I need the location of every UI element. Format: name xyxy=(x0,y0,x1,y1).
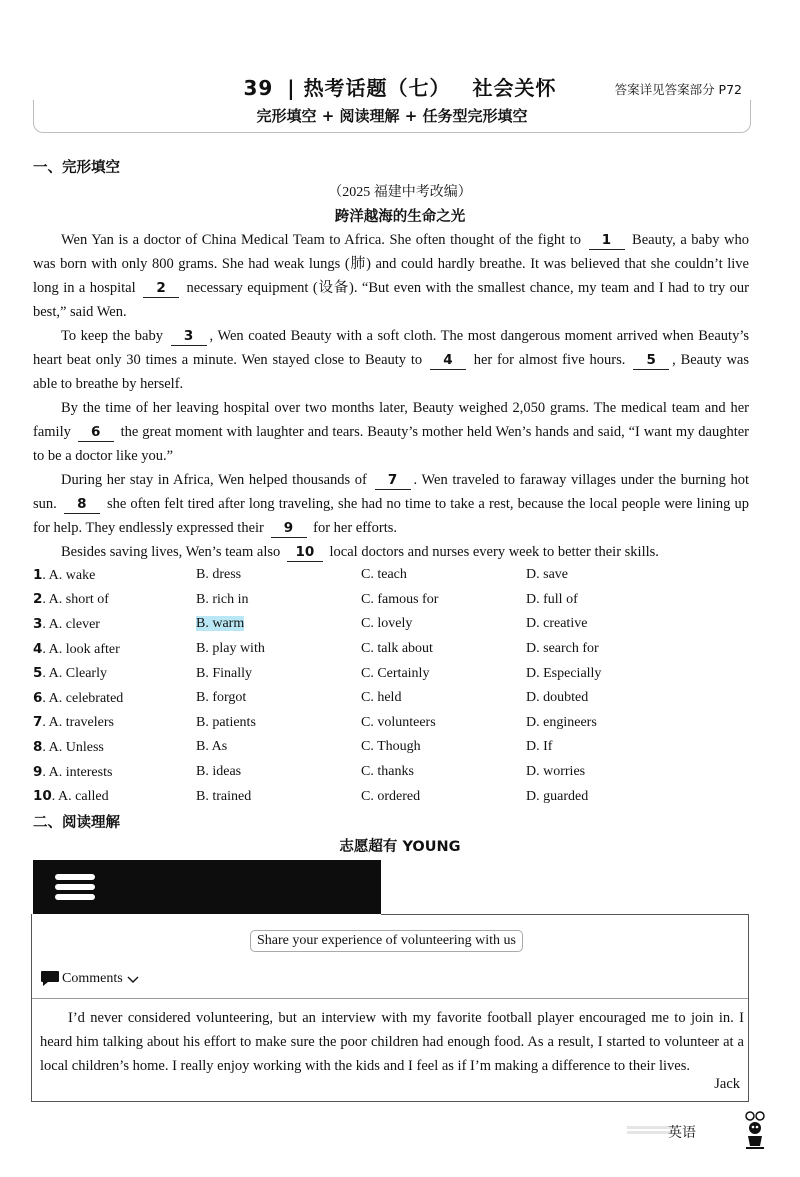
option-letter: D. xyxy=(526,690,544,706)
menu-icon[interactable] xyxy=(33,860,113,914)
option-text: called xyxy=(75,789,109,805)
option-text: thanks xyxy=(377,764,414,780)
passage-text: During her stay in Africa, Wen helped thousands of xyxy=(61,472,372,488)
footer-faint-text xyxy=(627,1124,673,1138)
passage-text: , Beauty was able to breathe by herself. xyxy=(33,352,749,392)
option-text: warm xyxy=(212,616,245,632)
passage-text: Wen Yan is a doctor of China Medical Team to Africa. She often thought of the fight to xyxy=(61,232,586,248)
option-text: worries xyxy=(543,764,586,780)
chevron-down-icon xyxy=(126,974,140,984)
option-letter: D. xyxy=(526,665,544,681)
footer-subject: 英语 xyxy=(668,1125,696,1141)
option-a[interactable]: 3. A. clever xyxy=(33,615,100,632)
option-letter: C. xyxy=(361,616,378,632)
passage-text: . Wen traveled to faraway villages under the burning hot sun. xyxy=(33,472,749,512)
title-separator: | xyxy=(287,76,296,100)
option-letter: D. xyxy=(526,567,544,583)
option-text: wake xyxy=(65,567,96,583)
option-text: rich in xyxy=(212,591,249,607)
comment-text: I’d never considered volunteering, but an interview with my favorite football player encouraged me to join in. I heard him talking about his effort to make sure the poor children had enough food. As a result, I started to volunteer at a local children’s home. I really enjoy working with the kids and I feel as if I’m making a difference to their lives. xyxy=(40,1010,744,1074)
option-text: guarded xyxy=(543,788,589,804)
question-number: 6 xyxy=(33,689,43,706)
question-number: 9 xyxy=(33,763,43,780)
option-text: engineers xyxy=(543,714,597,730)
option-text: look after xyxy=(65,641,120,657)
option-a[interactable]: 9. A. interests xyxy=(33,763,113,780)
option-b[interactable] xyxy=(196,789,361,805)
passage-text: Besides saving lives, Wen’s team also xyxy=(61,544,284,560)
option-d[interactable] xyxy=(526,715,749,731)
cloze-blank-10[interactable]: 10 xyxy=(287,544,323,562)
question-number: 8 xyxy=(33,738,43,755)
passage-text: local doctors and nurses every week to better their skills. xyxy=(325,544,659,560)
option-a[interactable]: 10. A. called xyxy=(33,788,109,805)
option-letter: D. xyxy=(526,714,544,730)
option-letter: D. xyxy=(526,591,544,607)
option-letter: A. xyxy=(48,666,66,682)
option-text: Especially xyxy=(543,665,602,681)
cloze-passage xyxy=(33,228,749,564)
option-letter: C. xyxy=(361,739,378,755)
option-letter: C. xyxy=(361,665,378,681)
section-1-heading: 一、完形填空 xyxy=(33,160,120,176)
option-letter: B. xyxy=(196,591,213,607)
subtitle: 完形填空 + 阅读理解 + 任务型完形填空 xyxy=(256,107,528,125)
post-banner xyxy=(33,860,381,914)
option-letter: B. xyxy=(196,567,213,583)
option-letter: D. xyxy=(526,616,544,632)
cloze-options xyxy=(33,563,749,809)
option-letter: C. xyxy=(361,690,378,706)
option-c[interactable] xyxy=(361,739,526,755)
option-a[interactable]: 2. A. short of xyxy=(33,591,109,608)
option-letter: C. xyxy=(361,788,378,804)
option-c[interactable] xyxy=(361,567,526,583)
cloze-blank-2[interactable]: 2 xyxy=(143,280,179,298)
cloze-blank-8[interactable]: 8 xyxy=(64,496,100,514)
option-text: short of xyxy=(65,592,109,608)
option-letter: B. xyxy=(196,641,213,657)
comments-label: Comments xyxy=(62,971,123,986)
passage-text: By the time of her leaving hospital over two months later, Beauty weighed 2,050 grams. The medical team and her family xyxy=(33,400,749,440)
passage-text: Beauty, a baby who was born with only 800 grams. She had weak lungs (肺) and could hardly breathe. It was believed that she couldn’t live long in a hospital xyxy=(33,232,749,296)
option-letter: A. xyxy=(48,715,66,731)
question-number: 4 xyxy=(33,640,43,657)
passage-text: , Wen coated Beauty with a soft cloth. The most dangerous moment arrived when Beauty’s heart beat only 30 times a minute. Wen stayed close to Beauty to xyxy=(33,328,749,368)
option-letter: B. xyxy=(196,764,213,780)
option-letter: A. xyxy=(58,789,76,805)
option-text: volunteers xyxy=(377,714,436,730)
option-text: ordered xyxy=(377,788,421,804)
passage-paragraph xyxy=(33,396,749,468)
option-d[interactable] xyxy=(526,641,749,657)
option-letter: A. xyxy=(48,567,66,583)
option-text: interests xyxy=(65,764,113,780)
option-letter: A. xyxy=(48,592,66,608)
option-text: doubted xyxy=(543,690,589,706)
option-letter: A. xyxy=(48,690,66,706)
lesson-topic: 热考话题（七） xyxy=(303,76,451,100)
option-letter: C. xyxy=(361,714,378,730)
share-prompt-button[interactable]: Share your experience of volunteering with us xyxy=(250,930,523,952)
option-d[interactable] xyxy=(526,616,749,632)
question-row xyxy=(33,735,749,760)
option-c[interactable] xyxy=(361,641,526,657)
lesson-number: 39 xyxy=(243,76,274,100)
option-text: play with xyxy=(212,641,265,657)
option-d[interactable] xyxy=(526,666,749,682)
option-letter: A. xyxy=(48,616,66,632)
question-row xyxy=(33,637,749,662)
option-letter: A. xyxy=(48,764,66,780)
option-text: Certainly xyxy=(377,665,430,681)
comment-bubble-icon xyxy=(40,970,60,988)
question-number: 2 xyxy=(33,591,43,608)
option-a[interactable]: 7. A. travelers xyxy=(33,714,114,731)
cloze-blank-6[interactable]: 6 xyxy=(78,424,114,442)
option-d[interactable] xyxy=(526,592,749,608)
option-b[interactable] xyxy=(196,641,361,657)
option-a[interactable]: 6. A. celebrated xyxy=(33,689,124,706)
option-text: lovely xyxy=(377,616,413,632)
option-b[interactable] xyxy=(196,567,361,583)
cloze-blank-1[interactable]: 1 xyxy=(589,232,625,250)
passage-paragraph xyxy=(33,468,749,540)
option-text: teach xyxy=(377,567,407,583)
passage-source: （2025 福建中考改编） xyxy=(328,185,472,200)
passage-title: 跨洋越海的生命之光 xyxy=(334,209,466,225)
cloze-blank-5[interactable]: 5 xyxy=(633,352,669,370)
option-text: Unless xyxy=(65,739,104,755)
option-a[interactable]: 8. A. Unless xyxy=(33,738,104,755)
option-d[interactable] xyxy=(526,567,749,583)
option-text: creative xyxy=(543,616,588,632)
cloze-blank-3[interactable]: 3 xyxy=(171,328,207,346)
passage-paragraph xyxy=(33,228,749,324)
option-d[interactable] xyxy=(526,690,749,706)
option-text: Finally xyxy=(212,665,253,681)
option-letter: B. xyxy=(196,788,213,804)
option-b[interactable] xyxy=(196,715,361,731)
option-c[interactable] xyxy=(361,764,526,780)
question-row xyxy=(33,661,749,686)
option-text: trained xyxy=(212,788,252,804)
option-text: dress xyxy=(212,567,242,583)
option-text: As xyxy=(211,739,228,755)
option-b[interactable] xyxy=(196,592,361,608)
option-letter: C. xyxy=(361,764,378,780)
question-number: 7 xyxy=(33,714,43,731)
question-row xyxy=(33,784,749,809)
question-row xyxy=(33,711,749,736)
option-letter: C. xyxy=(361,567,378,583)
option-c[interactable] xyxy=(361,616,526,632)
comment-author: Jack xyxy=(714,1076,740,1092)
option-a[interactable]: 1. A. wake xyxy=(33,566,96,583)
option-text: Though xyxy=(377,739,421,755)
question-number: 5 xyxy=(33,665,43,682)
option-text: celebrated xyxy=(65,690,124,706)
mascot-icon xyxy=(743,1110,767,1150)
reading-title: 志愿超有 YOUNG xyxy=(339,839,461,855)
option-letter: D. xyxy=(526,641,544,657)
passage-paragraph xyxy=(33,540,749,564)
question-row xyxy=(33,760,749,785)
option-text: Clearly xyxy=(65,666,107,682)
option-letter: B. xyxy=(196,690,213,706)
option-text: save xyxy=(543,567,569,583)
option-letter: B. xyxy=(196,714,213,730)
cloze-blank-7[interactable]: 7 xyxy=(375,472,411,490)
answer-reference: 答案详见答案部分 P72 xyxy=(614,82,742,97)
question-number: 3 xyxy=(33,615,43,632)
option-text: talk about xyxy=(377,641,433,657)
option-b[interactable] xyxy=(196,666,361,682)
passage-text: necessary equipment (设备). “But even with the smallest chance, my team and I had to try our best,” said Wen. xyxy=(33,280,749,320)
comments-toggle[interactable] xyxy=(40,970,140,988)
passage-text: the great moment with laughter and tears. Beauty’s mother held Wen’s hands and said, “I want my daughter to be a doctor like you.” xyxy=(33,424,749,464)
question-number: 10 xyxy=(33,788,52,805)
passage-text: her for almost five hours. xyxy=(468,352,631,368)
option-a[interactable]: 5. A. Clearly xyxy=(33,665,107,682)
option-text: famous for xyxy=(377,591,439,607)
option-letter: B. xyxy=(196,665,213,681)
option-b[interactable] xyxy=(196,739,361,755)
option-letter: D. xyxy=(526,788,544,804)
question-row xyxy=(33,588,749,613)
cloze-blank-4[interactable]: 4 xyxy=(430,352,466,370)
option-text: full of xyxy=(543,591,578,607)
cloze-blank-9[interactable]: 9 xyxy=(271,520,307,538)
highlighted-option xyxy=(196,616,244,631)
option-c[interactable] xyxy=(361,690,526,706)
option-letter: B. xyxy=(196,739,212,755)
option-text: search for xyxy=(543,641,599,657)
option-c[interactable] xyxy=(361,592,526,608)
option-text: travelers xyxy=(65,715,114,731)
option-text: If xyxy=(543,739,553,755)
option-text: clever xyxy=(65,616,100,632)
comment-body xyxy=(40,1006,744,1078)
passage-text: she often felt tired after long traveling, she had no time to take a rest, because the local people were lining up for help. They endlessly expressed their xyxy=(33,496,749,536)
option-letter: A. xyxy=(48,641,66,657)
option-letter: B. xyxy=(196,616,213,632)
subtitle-box xyxy=(33,100,751,133)
comment-card xyxy=(31,914,749,1102)
option-letter: A. xyxy=(48,739,66,755)
option-c[interactable] xyxy=(361,666,526,682)
passage-paragraph xyxy=(33,324,749,396)
option-d[interactable] xyxy=(526,739,749,755)
option-letter: D. xyxy=(526,764,544,780)
option-text: held xyxy=(377,690,402,706)
option-b[interactable] xyxy=(196,764,361,780)
passage-text: To keep the baby xyxy=(61,328,168,344)
option-text: patients xyxy=(212,714,256,730)
option-d[interactable] xyxy=(526,789,749,805)
passage-text: for her efforts. xyxy=(309,520,398,536)
option-letter: C. xyxy=(361,591,378,607)
option-c[interactable] xyxy=(361,715,526,731)
option-c[interactable] xyxy=(361,789,526,805)
option-d[interactable] xyxy=(526,764,749,780)
option-a[interactable]: 4. A. look after xyxy=(33,640,120,657)
question-number: 1 xyxy=(33,566,43,583)
option-letter: C. xyxy=(361,641,378,657)
option-text: forgot xyxy=(212,690,247,706)
section-2-heading: 二、阅读理解 xyxy=(33,815,120,831)
option-letter: D. xyxy=(526,739,544,755)
option-b[interactable] xyxy=(196,616,361,632)
option-b[interactable] xyxy=(196,690,361,706)
lesson-theme: 社会关怀 xyxy=(472,76,557,100)
question-row xyxy=(33,612,749,637)
question-row xyxy=(33,686,749,711)
option-text: ideas xyxy=(212,764,242,780)
question-row xyxy=(33,563,749,588)
